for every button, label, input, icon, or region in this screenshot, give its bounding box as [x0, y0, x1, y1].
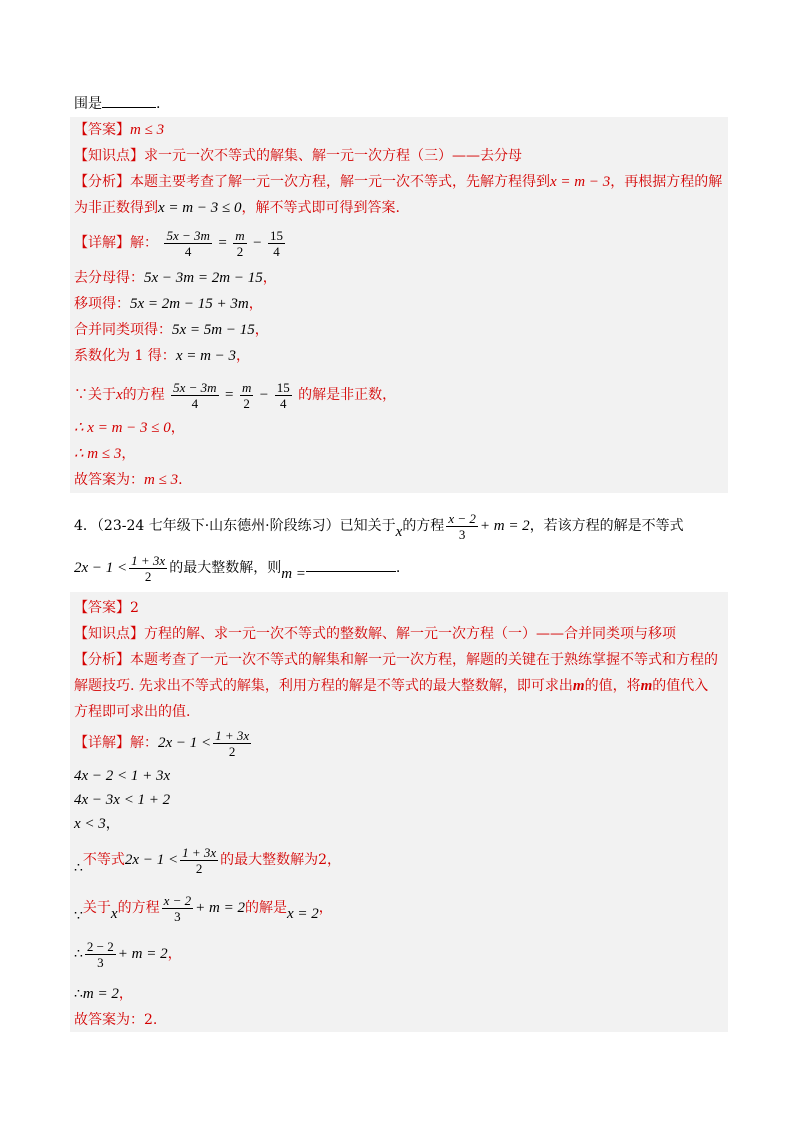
knowledge-line-prev: 【知识点】求一元一次不等式的解集、解一元一次方程（三）——去分母	[74, 148, 522, 164]
answer-math: m ≤ 3	[130, 122, 165, 138]
final-answer-prev: 故答案为：m ≤ 3.	[74, 472, 183, 488]
q4-because-solution: ∵关于x的方程 $\frac{x - 2}{3}$ + m = 2的解是x = 2，	[74, 892, 333, 924]
analysis-line2-prev: 为非正数得到x = m − 3 ≤ 0，解不等式即可得到答案.	[74, 200, 400, 216]
q4-therefore-max: ∴不等式2x − 1 < $\frac{1 + 3x}{2}$ 的最大整数解为2，	[74, 844, 342, 876]
q4-substitute: ∴ $\frac{2 - 2}{3}$ + m = 2，	[74, 938, 182, 970]
step1-line: 去分母得：5x − 3m = 2m − 15，	[74, 270, 277, 286]
detail-line-prev: 【详解】解： $\frac{5x - 3m}{4}$ = $\frac{m}{2}$ − $\frac{15}{4}$	[74, 227, 284, 259]
therefore2-line-prev: ∴ m ≤ 3，	[74, 446, 136, 462]
range-text: 围是	[74, 96, 102, 112]
analysis-line1-prev: 【分析】本题主要考查了解一元一次方程，解一元一次不等式，先解方程得到x = m − 3，再根据方程的解	[74, 174, 723, 190]
analysis-line2-q4: 解题技巧. 先求出不等式的解集，利用方程的解是不等式的最大整数解，即可求出m的值，将m的值代入	[74, 678, 709, 694]
analysis-line1-q4: 【分析】本题考查了一元一次不等式的解集和解一元一次方程，解题的关键在于熟练掌握不等式和方程的	[74, 652, 718, 668]
knowledge-line-q4: 【知识点】方程的解、求一元一次不等式的整数解、解一元一次方程（一）——合并同类项与移项	[74, 626, 676, 642]
step4-line: 系数化为 1 得：x = m − 3，	[74, 348, 251, 364]
final-answer-q4: 故答案为：2.	[74, 1012, 158, 1028]
because-line-prev: ∵关于x的方程 $\frac{5x - 3m}{4}$ = $\frac{m}{2}$ − $\frac{15}{4}$ 的解是非正数，	[74, 379, 397, 411]
q4-stem-line2: 2x − 1 < $\frac{1 + 3x}{2}$ 的最大整数解，则m = .	[74, 552, 401, 584]
q4-step3: x < 3，	[74, 816, 120, 832]
q4-stem-line1: 4．（23-24 七年级下·山东德州·阶段练习）已知关于x的方程 $\frac{x - 2}{3}$ + m = 2，若该方程的解是不等式	[74, 510, 684, 542]
answer-line-prev: 【答案】m ≤ 3	[74, 122, 165, 138]
step3-line: 合并同类项得：5x = 5m − 15，	[74, 322, 269, 338]
analysis-line3-q4: 方程即可求出的值.	[74, 704, 191, 720]
question-number: 4．	[74, 518, 97, 534]
answer-blank	[306, 571, 396, 572]
q4-step2: 4x − 3x < 1 + 2	[74, 792, 171, 808]
answer-line-q4: 【答案】2	[74, 600, 139, 616]
q4-m-value: ∴m = 2，	[74, 986, 133, 1002]
detail-line-q4: 【详解】解：2x − 1 < $\frac{1 + 3x}{2}$	[74, 727, 250, 759]
answer-blank	[102, 107, 156, 108]
step2-line: 移项得：5x = 2m − 15 + 3m，	[74, 296, 263, 312]
q4-step1: 4x − 2 < 1 + 3x	[74, 768, 171, 784]
range-line: 围是 .	[74, 96, 161, 112]
therefore1-line-prev: ∴ x = m − 3 ≤ 0，	[74, 420, 185, 436]
